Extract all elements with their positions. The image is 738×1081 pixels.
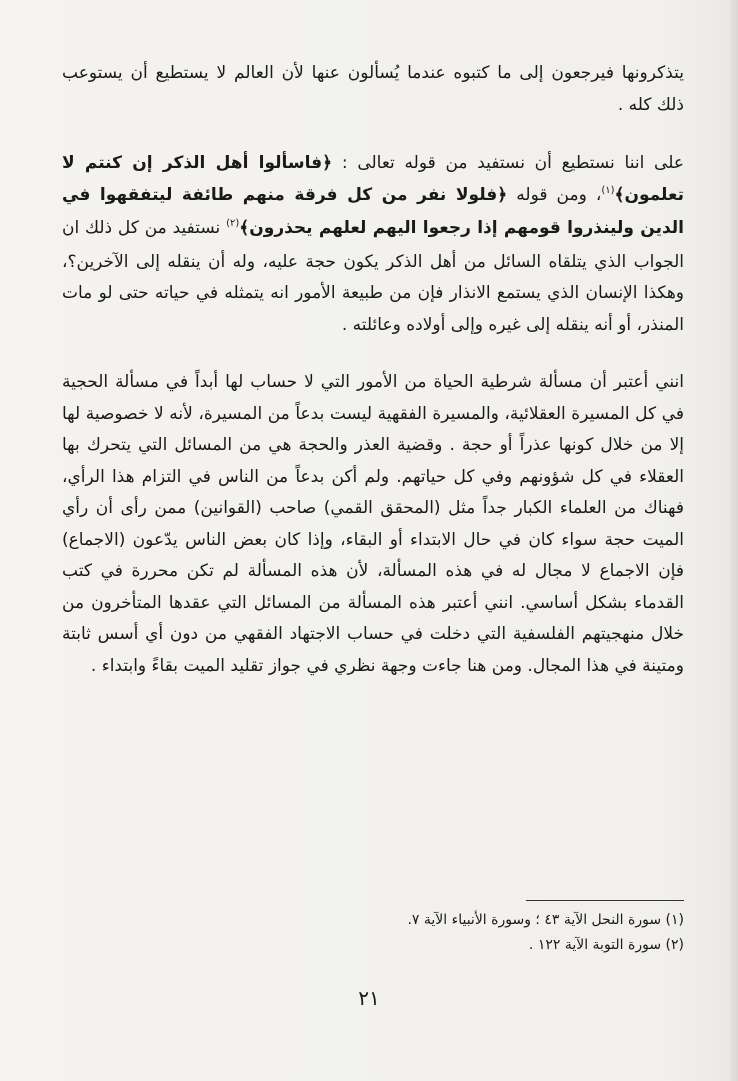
paragraph-2-rest: نستفيد من كل ذلك ان الجواب الذي يتلقاه السائل من أهل الذكر يكون حجة عليه، وله أن ينقله إلى الآخرين؟، وهكذا الإنسان الذي يستمع الانذار فإن من طبيعة الأمور انه يتمثله في حياته حتى لو مات المنذر، أو أنه ينقله إلى غيره وإلى أولاده وعائلته . xyxy=(62,218,684,335)
footnotes xyxy=(62,908,684,958)
page-edge xyxy=(730,0,738,1081)
paragraph-2 xyxy=(62,148,684,341)
footnote-ref-2: (٢) xyxy=(226,218,240,229)
paragraph-2-intro: على اننا نستطيع أن نستفيد من قوله تعالى : xyxy=(332,153,684,173)
footnote-1: (١) سورة النحل الآية ٤٣ ؛ وسورة الأنبياء الآية ٧. xyxy=(407,912,684,928)
footnote-ref-1: (١) xyxy=(601,184,615,196)
footnote-2: (٢) سورة التوبة الآية ١٢٢ . xyxy=(528,937,684,953)
page-number: ٢١ xyxy=(358,986,380,1010)
quran-verse-2: ﴿فلولا نفر من كل فرقة منهم طائفة ليتفقهوا في الدين ولينذروا قومهم إذا رجعوا اليهم لعلهم يحذرون﴾ xyxy=(62,184,684,238)
paragraph-3: انني أعتبر أن مسألة شرطية الحياة من الأمور التي لا حساب لها أبداً في مسألة الحجية في كل المسيرة العقلائية، والمسيرة الفقهية ليست بدعاً من المسيرة، لأنه لا خصوصية لها إلا من خلال كونها عذراً أو حجة . وقضية العذر والحجة هي من المسائل التي يتحرك بها العقلاء في كل شؤونهم وفي كل حياتهم. ولم أكن بدعاً من الناس في التزام هذا الرأي، فهناك من العلماء الكبار جداً مثل (المحقق القمي) صاحب (القوانين) ممن رأى أن رأي الميت حجة سواء كان في حال الابتداء أو البقاء، وإذا كان بعض الناس يدّعون (الاجماع) فإن الاجماع لا مجال له في هذه المسألة، لأن هذه المسألة لم تكن محررة في كتب القدماء بشكل أساسي. انني أعتبر هذه المسألة من المسائل التي عقدها المتأخرون من خلال منهجيتهم الفلسفية التي دخلت في حساب الاجتهاد الفقهي من دون أي أسس ثابتة ومتينة في هذا المجال. ومن هنا جاءت وجهة نظري في جواز تقليد الميت بقاءً وابتداء . xyxy=(62,372,684,676)
footnote-divider xyxy=(526,900,684,901)
main-text xyxy=(62,58,684,682)
paragraph-1: يتذكرونها فيرجعون إلى ما كتبوه عندما يُسألون عنها لأن العالم لا يستطيع أن يستوعب ذلك كله . xyxy=(62,63,684,115)
quran-verse-1: ﴿فاسألوا أهل الذكر إن كنتم لا تعلمون﴾ xyxy=(62,153,684,205)
paragraph-2-mid: ، ومن قوله xyxy=(507,184,602,205)
